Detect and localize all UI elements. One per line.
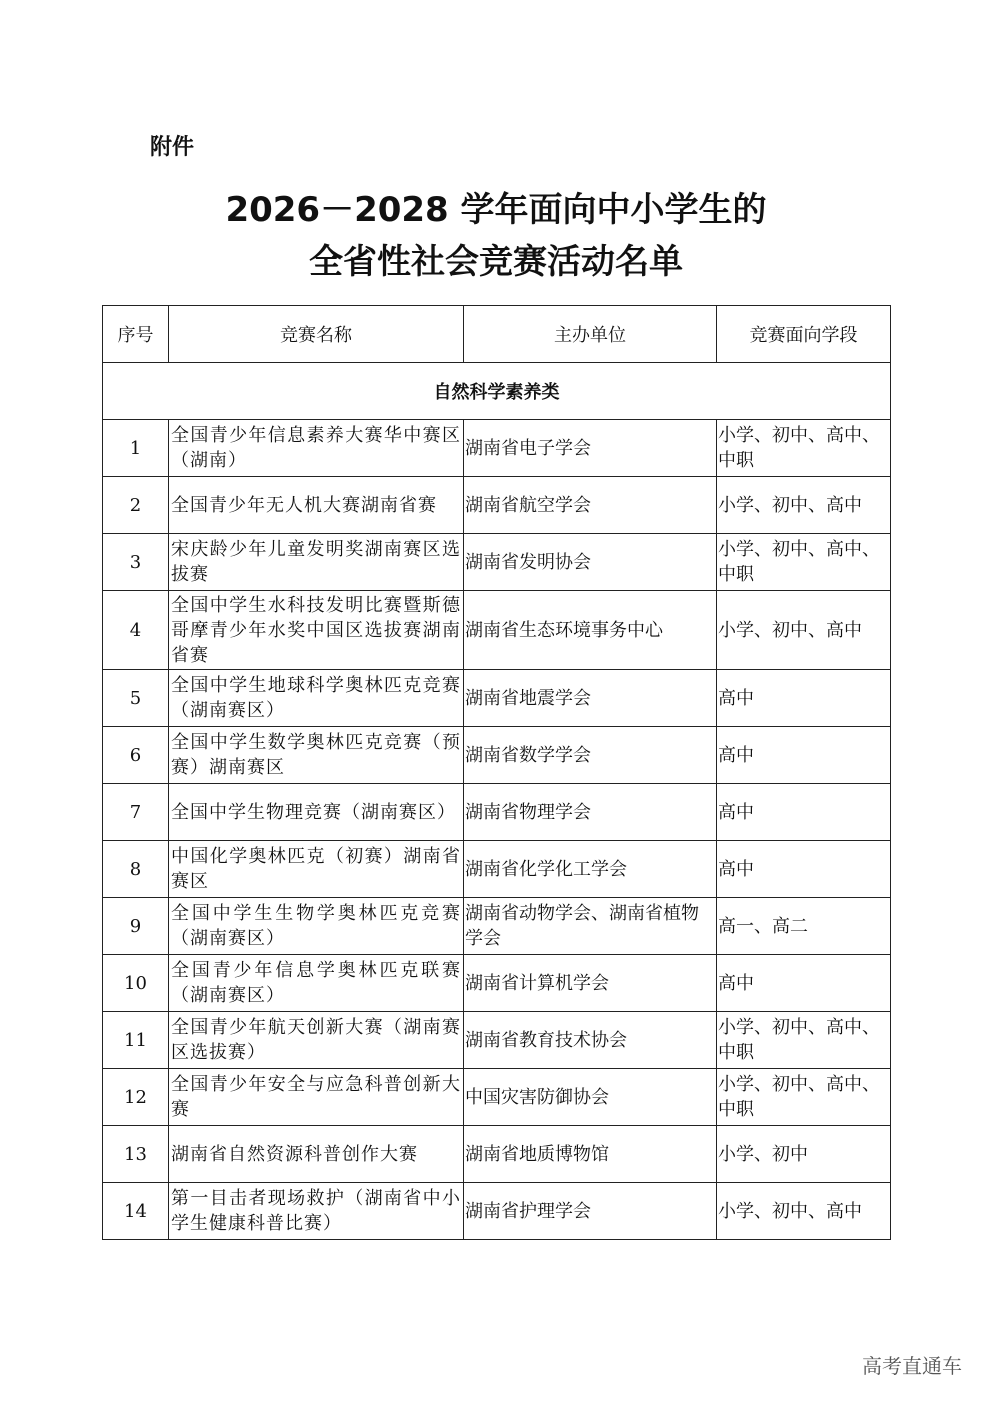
row-no: 9: [103, 898, 169, 955]
row-org: 湖南省教育技术协会: [464, 1012, 717, 1069]
table-row: [103, 727, 891, 784]
table-row: [103, 477, 891, 534]
row-no: 2: [103, 477, 169, 534]
row-level: 高中: [717, 727, 891, 784]
row-org: 湖南省数学学会: [464, 727, 717, 784]
row-no: 6: [103, 727, 169, 784]
table-row: [103, 955, 891, 1012]
row-no: 11: [103, 1012, 169, 1069]
row-org: 湖南省地震学会: [464, 670, 717, 727]
row-level: 小学、初中、高中、中职: [717, 1012, 891, 1069]
attachment-label: 附件: [150, 135, 195, 160]
page-title-line-1: 2026－2028 学年面向中小学生的: [225, 190, 767, 230]
row-name: 全国青少年信息素养大赛华中赛区（湖南）: [169, 420, 464, 477]
header-no: 序号: [103, 306, 169, 363]
row-name: 全国青少年信息学奥林匹克联赛（湖南赛区）: [169, 955, 464, 1012]
row-no: 12: [103, 1069, 169, 1126]
row-name: 全国青少年安全与应急科普创新大赛: [169, 1069, 464, 1126]
row-name: 宋庆龄少年儿童发明奖湖南赛区选拔赛: [169, 534, 464, 591]
table-row: [103, 1069, 891, 1126]
row-name: 全国青少年无人机大赛湖南省赛: [169, 477, 464, 534]
row-no: 10: [103, 955, 169, 1012]
row-name: 全国中学生生物学奥林匹克竞赛（湖南赛区）: [169, 898, 464, 955]
header-name: 竞赛名称: [169, 306, 464, 363]
row-no: 5: [103, 670, 169, 727]
row-name: 全国中学生地球科学奥林匹克竞赛（湖南赛区）: [169, 670, 464, 727]
row-org: 湖南省电子学会: [464, 420, 717, 477]
table-row: [103, 420, 891, 477]
section-heading: 自然科学素养类: [103, 363, 891, 420]
row-no: 14: [103, 1183, 169, 1240]
row-level: 高中: [717, 670, 891, 727]
row-name: 全国青少年航天创新大赛（湖南赛区选拔赛）: [169, 1012, 464, 1069]
table-row: [103, 1012, 891, 1069]
row-org: 湖南省生态环境事务中心: [464, 591, 717, 670]
row-name: 湖南省自然资源科普创作大赛: [169, 1126, 464, 1183]
table-row: [103, 591, 891, 670]
table-row: [103, 1183, 891, 1240]
row-level: 小学、初中、高中: [717, 1183, 891, 1240]
row-no: 3: [103, 534, 169, 591]
row-org: 湖南省航空学会: [464, 477, 717, 534]
header-level: 竞赛面向学段: [717, 306, 891, 363]
row-name: 第一目击者现场救护（湖南省中小学生健康科普比赛）: [169, 1183, 464, 1240]
table-row: [103, 1126, 891, 1183]
row-org: 湖南省发明协会: [464, 534, 717, 591]
table-row: [103, 670, 891, 727]
table-row: [103, 534, 891, 591]
row-level: 高中: [717, 784, 891, 841]
row-org: 湖南省物理学会: [464, 784, 717, 841]
table-row: [103, 898, 891, 955]
row-no: 1: [103, 420, 169, 477]
row-no: 8: [103, 841, 169, 898]
page-title-line-2: 全省性社会竞赛活动名单: [309, 242, 683, 282]
row-org: 中国灾害防御协会: [464, 1069, 717, 1126]
row-org: 湖南省动物学会、湖南省植物学会: [464, 898, 717, 955]
row-name: 中国化学奥林匹克（初赛）湖南省赛区: [169, 841, 464, 898]
row-org: 湖南省护理学会: [464, 1183, 717, 1240]
row-org: 湖南省计算机学会: [464, 955, 717, 1012]
row-name: 全国中学生数学奥林匹克竞赛（预赛）湖南赛区: [169, 727, 464, 784]
row-no: 4: [103, 591, 169, 670]
row-level: 高中: [717, 955, 891, 1012]
table-row: [103, 784, 891, 841]
row-level: 小学、初中、高中、中职: [717, 420, 891, 477]
watermark-text: 高考直通车: [862, 1354, 962, 1378]
row-level: 小学、初中、高中: [717, 477, 891, 534]
row-name: 全国中学生物理竞赛（湖南赛区）: [169, 784, 464, 841]
row-level: 小学、初中、高中、中职: [717, 1069, 891, 1126]
row-org: 湖南省化学化工学会: [464, 841, 717, 898]
competition-table: [102, 305, 891, 1240]
table-row: [103, 841, 891, 898]
row-level: 高一、高二: [717, 898, 891, 955]
row-no: 7: [103, 784, 169, 841]
row-name: 全国中学生水科技发明比赛暨斯德哥摩青少年水奖中国区选拔赛湖南省赛: [169, 591, 464, 670]
row-level: 小学、初中、高中、中职: [717, 534, 891, 591]
header-org: 主办单位: [464, 306, 717, 363]
row-no: 13: [103, 1126, 169, 1183]
row-level: 高中: [717, 841, 891, 898]
row-level: 小学、初中: [717, 1126, 891, 1183]
row-level: 小学、初中、高中: [717, 591, 891, 670]
row-org: 湖南省地质博物馆: [464, 1126, 717, 1183]
